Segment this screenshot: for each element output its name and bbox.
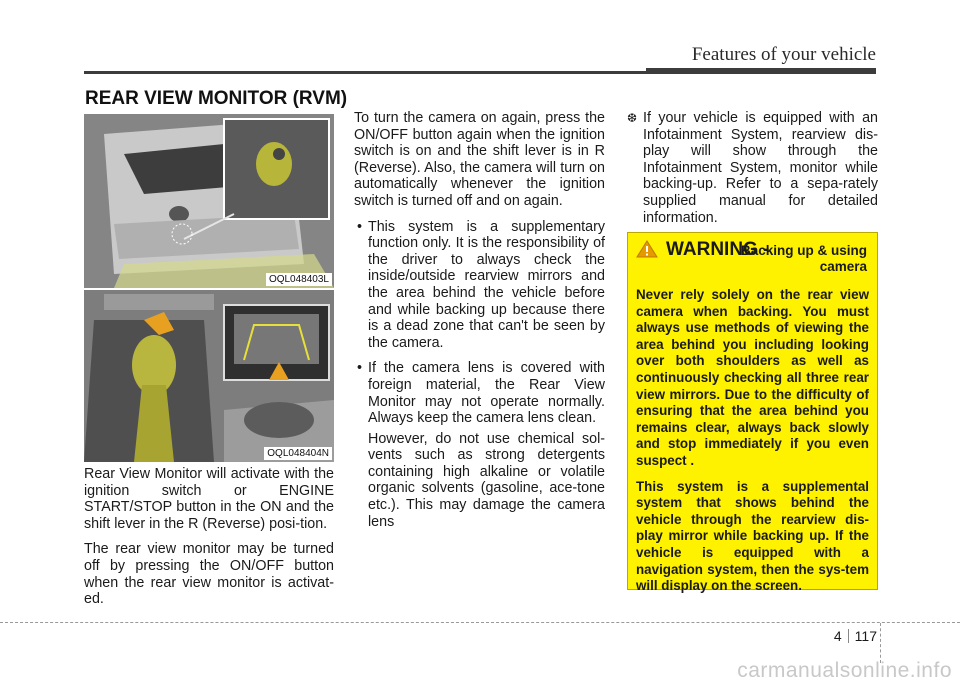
note-text: If your vehicle is equipped with an Infotainment System, rearview dis-play will show through the Infotainment System, monitor while backing-up. Refer to a sepa-rately supplied manual for detailed information. [643,110,878,226]
bullet-dot: • [357,218,363,235]
figure-code: OQL048403L [266,273,332,286]
figure-code: OQL048404N [264,447,332,460]
paragraph: However, do not use chemical sol-vents such as strong detergents containing high alkaline or volatile organic solvents (gasoline, ace-tone etc.). This may damage the camera lens [368,430,605,530]
column-2 [354,110,605,530]
page-number [834,628,877,644]
warning-triangle-icon [636,240,658,258]
warning-header [636,237,869,279]
bullet-item [354,219,605,352]
page-separator [848,629,849,643]
paragraph: To turn the camera on again, press the ON/OFF button again when the ignition switch is on and the shift lever is in R (Reverse). Also, the camera will turn on automatically whenever the ignition switch is turned off and on again. [354,110,605,209]
paragraph: Rear View Monitor will activate with the ignition switch or ENGINE START/STOP button in the ON and the shift lever in the R (Reverse) posi-tion. [84,466,334,532]
note [627,110,878,226]
note-symbol-icon: ❆ [627,111,638,125]
chapter-number: 4 [833,628,842,644]
warning-subtitle: Backing up & using camera [740,243,867,274]
rear-camera-illustration [84,114,334,288]
shift-lever-photo [84,290,334,462]
header-rule-accent [646,68,876,74]
column-1 [84,466,334,617]
bullet-text: If the camera lens is covered with foreign material, the Rear View Monitor may not operate normally. Always keep the camera lens clean. [368,360,605,427]
warning-paragraph: Never rely solely on the rear view camera when backing. You must always use methods of viewing the area behind you including looking over both shoulders as well as continuously checking all three rear view mirrors. Due to the difficulty of ensuring that the area behind you remains clear, always back slowly and stop immediately if you even suspect . [636,287,869,468]
column-3 [627,110,878,226]
warning-box [627,232,878,594]
paragraph: The rear view monitor may be turned off by pressing the ON/OFF button when the rear view monitor is activat-ed. [84,541,334,608]
running-header: Features of your vehicle [691,44,876,65]
bullet-dot: • [357,360,363,377]
bullet-item [354,360,605,426]
rear-camera-photo [84,114,334,288]
warning-paragraph: This system is a supplemental system that shows behind the vehicle through the rearview dis-play mirror while backing up. If the vehicle is equipped with a navigation system, then the sys-tem will display on the screen. [636,478,869,594]
section-title: REAR VIEW MONITOR (RVM) [85,88,348,109]
footer-divider [880,623,881,663]
footer-rule [0,622,960,623]
page-num: 117 [854,628,877,644]
shift-lever-illustration [84,290,334,462]
bullet-text: This system is a supplementary function only. It is the responsibility of the driver to always check the inside/outside rearview mirrors and the area behind the vehicle before and while backing up because there is a dead zone that can't be seen by the camera. [368,218,605,351]
watermark: carmanualsonline.info [737,659,952,682]
warning-label: WARNING - [666,239,770,260]
